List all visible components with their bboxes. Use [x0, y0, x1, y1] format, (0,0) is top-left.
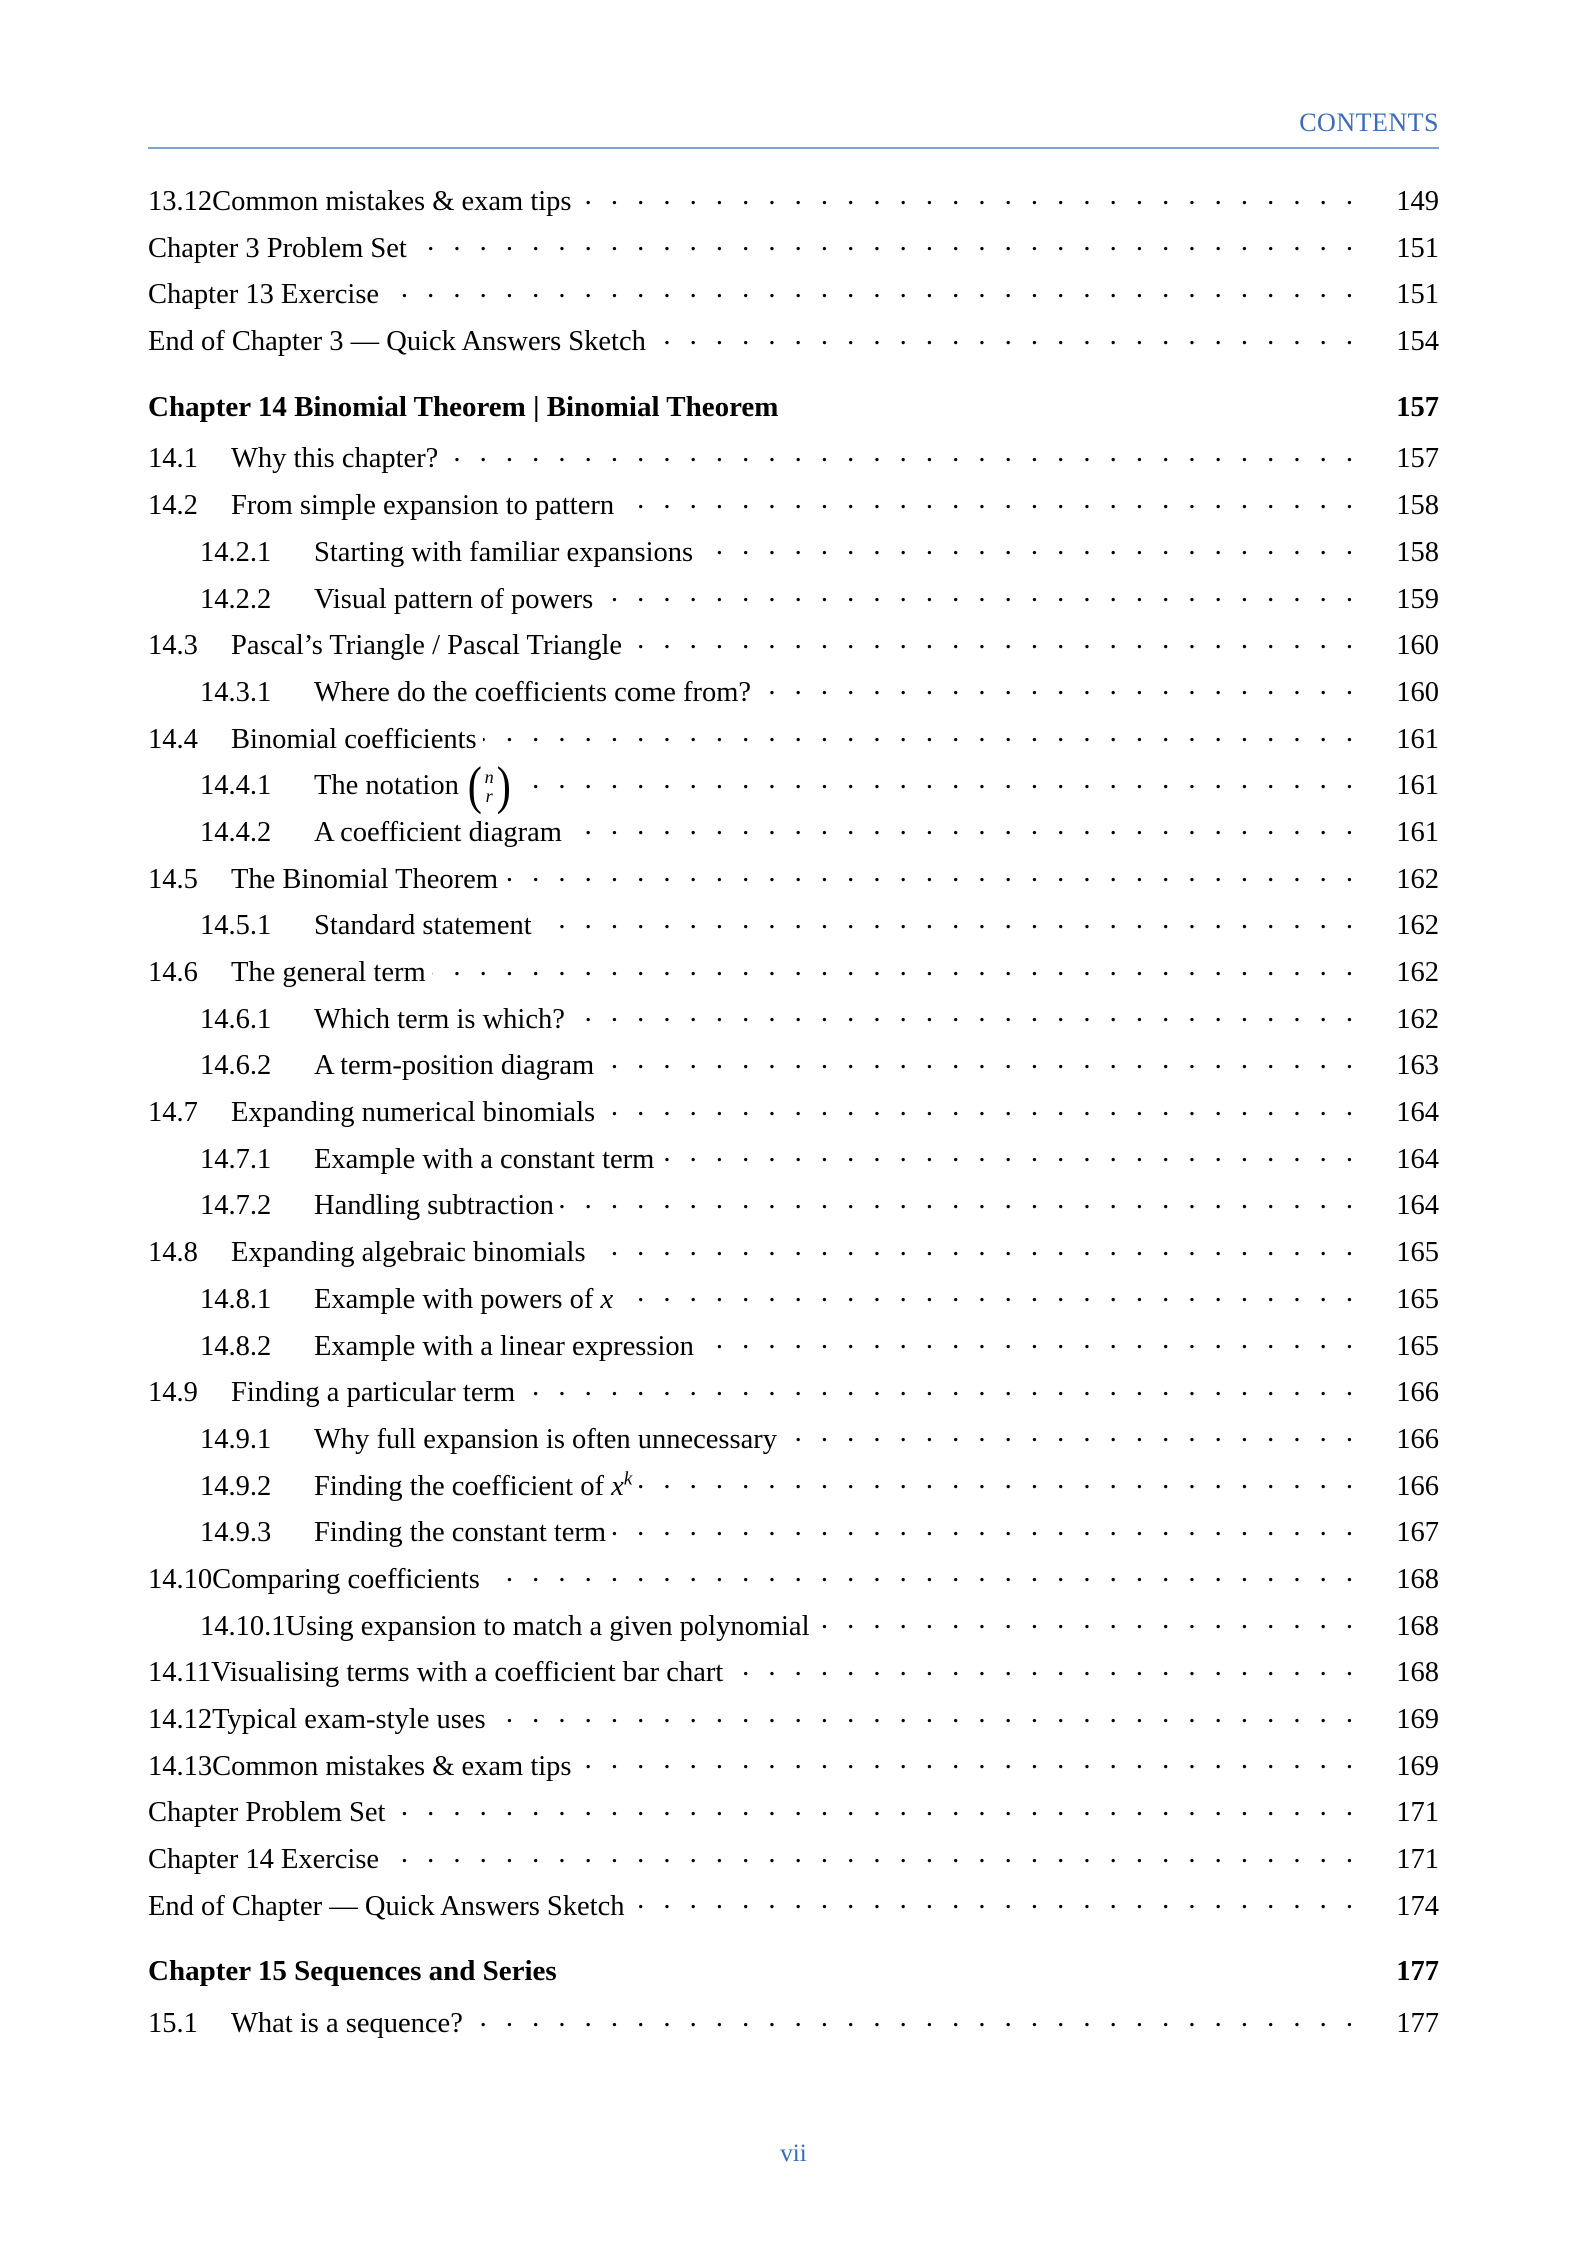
toc-page-number: 151: [1396, 279, 1439, 311]
toc-subsection-entry[interactable]: [148, 1467, 1439, 1514]
dot-leader: [631, 1887, 1360, 1915]
dot-leader: [700, 1327, 1359, 1355]
toc-page-number: 162: [1396, 1003, 1439, 1035]
toc-section-entry[interactable]: [148, 1653, 1439, 1700]
toc-entry-number: 14.6.1: [200, 1003, 272, 1035]
header-rule: [148, 147, 1439, 149]
toc-entry-number: 14.3: [148, 630, 198, 662]
dot-leader: [620, 486, 1359, 514]
toc-entry-number: 15.1: [148, 2008, 198, 2040]
toc-entry-title: Example with a constant term: [314, 1143, 655, 1175]
dot-leader: [619, 1280, 1359, 1308]
toc-section-entry[interactable]: [148, 953, 1439, 1000]
dot-leader: [385, 275, 1359, 303]
toc-section-entry[interactable]: [148, 275, 1439, 322]
dot-leader: [601, 1093, 1359, 1121]
folio-page-number: vii: [780, 2140, 807, 2167]
dot-leader: [660, 1140, 1359, 1168]
toc-entry-title: Chapter 3 Problem Set: [148, 232, 407, 264]
dot-leader: [816, 1607, 1360, 1635]
toc-entry-title: Example with a linear expression: [314, 1330, 694, 1362]
toc-page-number: 154: [1396, 326, 1439, 358]
toc-section-entry[interactable]: [148, 1887, 1439, 1934]
dot-leader: [521, 1373, 1359, 1401]
toc-page-number: 177: [1396, 2008, 1439, 2040]
dot-leader: [628, 626, 1359, 654]
toc-entry-title: What is a sequence?: [231, 2008, 463, 2040]
toc-entry-title: A coefficient diagram: [314, 816, 562, 848]
toc-page-number: 160: [1396, 630, 1439, 662]
dot-leader: [432, 953, 1359, 981]
toc-entry-title: Finding the constant term: [314, 1517, 607, 1549]
page-title: CONTENTS: [1299, 108, 1439, 137]
toc-entry-title: Chapter 13 Exercise: [148, 279, 380, 311]
toc-entry-title: Common mistakes & exam tips: [212, 1750, 572, 1782]
running-header: [148, 110, 1439, 149]
toc-page-number: 159: [1396, 583, 1439, 615]
toc-entry-title: Pascal’s Triangle / Pascal Triangle: [231, 630, 623, 662]
toc-page-number: 177: [1396, 1956, 1439, 1988]
toc-page-number: 157: [1396, 443, 1439, 475]
toc-entry-number: 14.9: [148, 1377, 198, 1409]
toc-entry-title: End of Chapter — Quick Answers Sketch: [148, 1890, 625, 1922]
toc-entry-title: Using expansion to match a given polynomial: [285, 1610, 810, 1642]
toc-entry-title: Standard statement: [314, 910, 532, 942]
toc-page-number: 158: [1396, 536, 1439, 568]
toc-entry-title: Comparing coefficients: [212, 1563, 480, 1595]
toc-section-entry[interactable]: [148, 1747, 1439, 1794]
toc-page-number: 164: [1396, 1190, 1439, 1222]
toc-chapter-entry[interactable]: [148, 1957, 1439, 2004]
dot-leader: [560, 1186, 1359, 1214]
toc-page-number: 165: [1396, 1237, 1439, 1269]
toc-entry-title: Chapter 14 Exercise: [148, 1844, 380, 1876]
toc-entry-title: Starting with familiar expansions: [314, 536, 694, 568]
toc-subsection-entry[interactable]: [148, 1607, 1439, 1654]
dot-leader: [504, 860, 1359, 888]
toc-entry-number: 14.7.1: [200, 1143, 272, 1175]
toc-entry-number: 14.9.3: [200, 1517, 272, 1549]
toc-section-entry[interactable]: [148, 2004, 1439, 2051]
toc-section-entry[interactable]: [148, 1093, 1439, 1140]
toc-subsection-entry[interactable]: [148, 757, 1439, 816]
dot-leader: [599, 580, 1359, 608]
dot-leader: [578, 182, 1359, 210]
toc-section-entry[interactable]: [148, 1700, 1439, 1747]
toc-page-number: 166: [1396, 1377, 1439, 1409]
toc-page-number: 151: [1396, 232, 1439, 264]
toc-entry-number: 14.7.2: [200, 1190, 272, 1222]
toc-section-entry[interactable]: [148, 1373, 1439, 1420]
math-x: x: [600, 1283, 614, 1315]
toc-subsection-entry[interactable]: [148, 533, 1439, 580]
toc-entry-number: 14.8.2: [200, 1330, 272, 1362]
toc-entry-number: 13.12: [148, 186, 213, 217]
toc-subsection-entry[interactable]: [148, 1000, 1439, 1047]
toc-page-number: 165: [1396, 1330, 1439, 1362]
toc-entry-title: Expanding algebraic binomials: [231, 1237, 586, 1269]
dot-leader: [600, 1046, 1359, 1074]
toc-entry-number: 14.13: [148, 1750, 213, 1782]
toc-section-entry[interactable]: [148, 1840, 1439, 1887]
toc-page-number: 160: [1396, 676, 1439, 708]
toc-page-number: 169: [1396, 1750, 1439, 1782]
binomial-coefficient-notation: ( n r ): [467, 757, 511, 816]
toc-entry-number: 14.2: [148, 490, 198, 522]
toc-page-number: 149: [1396, 186, 1439, 217]
toc-page-number: 161: [1396, 770, 1439, 802]
dot-leader: [444, 439, 1359, 467]
toc-subsection-entry[interactable]: [148, 1140, 1439, 1187]
toc-page-number: 166: [1396, 1423, 1439, 1455]
toc-page-number: 165: [1396, 1283, 1439, 1315]
dot-leader: [518, 766, 1359, 794]
toc-entry-number: 14.12: [148, 1704, 213, 1735]
toc-subsection-entry[interactable]: [148, 1420, 1439, 1467]
toc-entry-title: Why this chapter?: [231, 443, 439, 475]
dot-leader: [729, 1653, 1359, 1681]
math-x-power-k: $x^k$: [611, 1468, 633, 1502]
table-of-contents: [148, 182, 1439, 2051]
toc-entry-number: 14.6.2: [200, 1050, 272, 1082]
toc-entry-title: Binomial coefficients: [231, 723, 477, 755]
dot-leader: [699, 533, 1359, 561]
dot-leader: [578, 1747, 1359, 1775]
toc-section-entry[interactable]: [148, 322, 1439, 369]
toc-subsection-entry[interactable]: [148, 1186, 1439, 1233]
toc-entry-number: 14.3.1: [200, 676, 272, 708]
dot-leader: [391, 1793, 1359, 1821]
toc-page-number: 164: [1396, 1143, 1439, 1175]
toc-entry-number: 14.7: [148, 1097, 198, 1129]
section-spacer: [148, 369, 1439, 393]
toc-entry-title: Visual pattern of powers: [314, 583, 594, 615]
toc-page-number: 168: [1396, 1563, 1439, 1595]
toc-page-number: 162: [1396, 957, 1439, 988]
toc-entry-number: 14.11: [148, 1657, 212, 1689]
toc-entry-title: Typical exam-style uses: [212, 1704, 486, 1735]
toc-section-entry[interactable]: [148, 720, 1439, 767]
toc-entry-number: 14.4.2: [200, 816, 272, 848]
dot-leader: [486, 1560, 1359, 1588]
toc-entry-number: 14.4: [148, 723, 198, 755]
dot-leader: [568, 813, 1359, 841]
dot-leader: [413, 229, 1359, 257]
toc-section-entry[interactable]: [148, 860, 1439, 907]
dot-leader: [612, 1513, 1359, 1541]
toc-page-number: 169: [1396, 1704, 1439, 1735]
toc-page-number: 171: [1396, 1797, 1439, 1829]
toc-entry-title: The general term: [231, 957, 426, 988]
dot-leader: [469, 2004, 1359, 2032]
toc-section-entry[interactable]: [148, 229, 1439, 276]
toc-page-number: 163: [1396, 1050, 1439, 1082]
toc-page-number: 166: [1396, 1470, 1439, 1502]
toc-entry-number: 14.2.2: [200, 583, 272, 615]
toc-section-entry[interactable]: [148, 486, 1439, 533]
toc-page-number: 174: [1396, 1890, 1439, 1922]
toc-page-number: 158: [1396, 490, 1439, 522]
toc-entry-number: 14.10.1: [200, 1610, 286, 1642]
toc-page-number: 161: [1396, 723, 1439, 755]
toc-entry-number: 14.8: [148, 1237, 198, 1269]
toc-section-entry[interactable]: [148, 1233, 1439, 1280]
toc-chapter-title: Chapter 14 Binomial Theorem | Binomial Theorem: [148, 390, 779, 423]
toc-section-entry[interactable]: [148, 439, 1439, 486]
toc-page-number: 168: [1396, 1610, 1439, 1642]
toc-subsection-entry[interactable]: [148, 1513, 1439, 1560]
toc-subsection-entry[interactable]: [148, 1327, 1439, 1374]
toc-entry-number: 14.9.1: [200, 1423, 272, 1455]
dot-leader: [783, 1420, 1359, 1448]
toc-entry-title: From simple expansion to pattern: [231, 490, 615, 522]
toc-entry-title: A term-position diagram: [314, 1050, 595, 1082]
toc-entry-title: End of Chapter 3 — Quick Answers Sketch: [148, 326, 646, 358]
toc-section-entry[interactable]: [148, 626, 1439, 673]
toc-entry-number: 14.10: [148, 1563, 213, 1595]
dot-leader: [592, 1233, 1359, 1261]
toc-page-number: 167: [1396, 1517, 1439, 1549]
toc-subsection-entry[interactable]: [148, 906, 1439, 953]
dot-leader: [538, 906, 1359, 934]
toc-entry-title: Where do the coefficients come from?: [314, 676, 752, 708]
section-spacer: [148, 1933, 1439, 1957]
dot-leader: [385, 1840, 1359, 1868]
toc-subsection-entry[interactable]: [148, 673, 1439, 720]
dot-leader: [492, 1700, 1359, 1728]
toc-entry-title: Visualising terms with a coefficient bar chart: [211, 1657, 724, 1689]
toc-entry-number: 14.5: [148, 863, 198, 895]
toc-entry-number: 14.4.1: [200, 770, 272, 802]
toc-entry-title: Chapter Problem Set: [148, 1797, 386, 1829]
toc-page-number: 162: [1396, 910, 1439, 942]
toc-entry-title: Finding a particular term: [231, 1377, 516, 1409]
dot-leader: [571, 1000, 1359, 1028]
dot-leader: [652, 322, 1359, 350]
dot-leader: [483, 720, 1359, 748]
toc-entry-number: 14.2.1: [200, 536, 272, 568]
toc-page-number: 161: [1396, 816, 1439, 848]
toc-section-entry[interactable]: [148, 182, 1439, 229]
toc-subsection-entry[interactable]: [148, 580, 1439, 627]
toc-page-number: 168: [1396, 1657, 1439, 1689]
toc-entry-number: 14.5.1: [200, 910, 272, 942]
toc-entry-title: Which term is which?: [314, 1003, 565, 1035]
toc-entry-number: 14.9.2: [200, 1470, 272, 1502]
toc-entry-number: 14.6: [148, 957, 198, 988]
toc-page-number: 162: [1396, 863, 1439, 895]
toc-entry-title: The Binomial Theorem: [231, 863, 498, 895]
toc-subsection-entry[interactable]: [148, 813, 1439, 860]
toc-entry-title: Handling subtraction: [314, 1190, 554, 1222]
toc-entry-title: Example with powers of x: [314, 1283, 614, 1315]
toc-entry-title: Finding the coefficient of $x^k$: [314, 1468, 633, 1502]
toc-entry-title: Expanding numerical binomials: [231, 1097, 596, 1129]
dot-leader: [638, 1467, 1359, 1495]
toc-section-entry[interactable]: [148, 1560, 1439, 1607]
toc-subsection-entry[interactable]: [148, 1046, 1439, 1093]
toc-chapter-entry[interactable]: [148, 390, 1439, 440]
toc-entry-number: 14.1: [148, 443, 198, 475]
toc-entry-title: Common mistakes & exam tips: [212, 186, 572, 217]
toc-subsection-entry[interactable]: [148, 1280, 1439, 1327]
toc-section-entry[interactable]: [148, 1793, 1439, 1840]
toc-page-number: 164: [1396, 1097, 1439, 1129]
toc-page-number: 157: [1396, 391, 1439, 423]
toc-entry-title: The notation ( n r ): [314, 757, 511, 816]
toc-entry-title: Why full expansion is often unnecessary: [314, 1423, 777, 1455]
toc-entry-number: 14.8.1: [200, 1283, 272, 1315]
toc-page-number: 171: [1396, 1844, 1439, 1876]
dot-leader: [757, 673, 1359, 701]
toc-chapter-title: Chapter 15 Sequences and Series: [148, 1955, 557, 1988]
